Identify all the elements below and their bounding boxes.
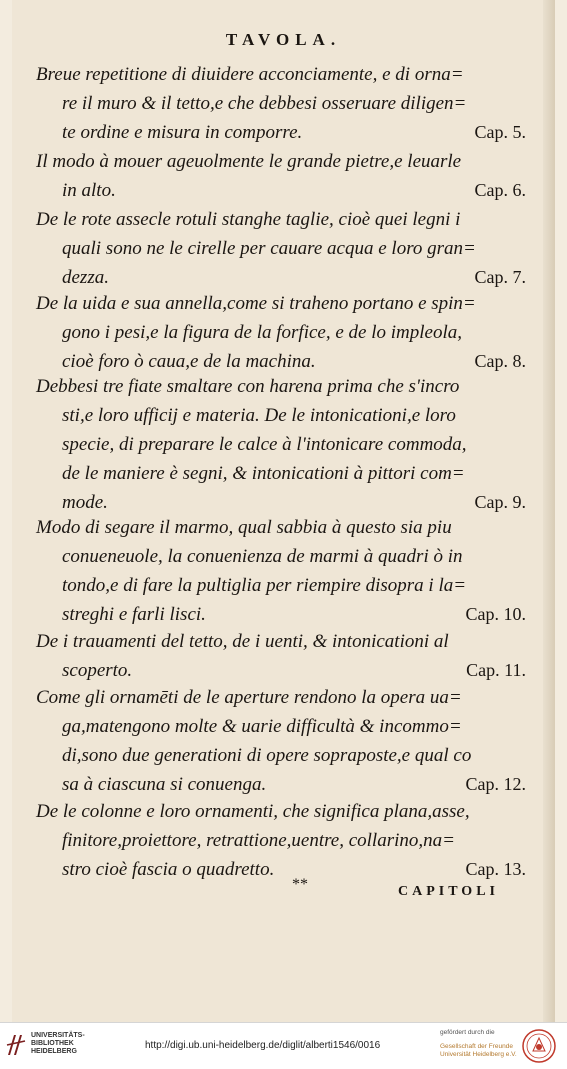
page-header: TAVOLA. xyxy=(225,30,342,49)
entry-line xyxy=(36,176,526,205)
entry-line: specie, di preparare le calce à l'intonicare commoda, xyxy=(62,434,467,455)
entry-line: De i trauamenti del tetto, de i uenti, & intonicationi al xyxy=(36,631,449,652)
chapter-ref: Cap. 9. xyxy=(474,492,526,512)
chapter-ref: Cap. 11. xyxy=(466,660,526,680)
entry-line: di,sono due generationi di opere sopraposte,e qual co xyxy=(62,745,472,766)
entry-line-text: dezza. xyxy=(62,267,109,288)
entry-line-text: in alto. xyxy=(62,180,116,201)
entry-line: tondo,e di fare la pultiglia per riempire disopra i la= xyxy=(62,575,467,596)
entry-line: de le maniere è segni, & intonicationi à pittori com= xyxy=(62,463,465,484)
funder-name-line: Gesellschaft der Freunde xyxy=(440,1043,513,1050)
chapter-ref: Cap. 8. xyxy=(474,351,526,371)
entry-line: Il modo à mouer ageuolmente le grande pietre,e leuarle xyxy=(36,151,462,172)
catchword: CAPITOLI xyxy=(398,884,499,899)
entry-line: gono i pesi,e la figura de la forfice, e de lo impleola, xyxy=(62,322,462,343)
entry-line: De le rote assecle rotuli stanghe taglie, cioè quei legni i xyxy=(36,209,461,230)
chapter-ref: Cap. 7. xyxy=(474,267,526,287)
library-name-line: UNIVERSITÄTS- xyxy=(31,1032,85,1039)
funder-name-line: Universität Heidelberg e.V. xyxy=(440,1051,517,1058)
toc-entry xyxy=(36,797,526,884)
entry-line: conueneuole, la conuenienza de marmi à quadri ò in xyxy=(62,546,463,567)
chapter-ref: Cap. 10. xyxy=(465,604,526,624)
entry-line: quali sono ne le cirelle per cauare acqua e loro gran= xyxy=(62,238,476,259)
library-logo[interactable] xyxy=(6,1031,85,1057)
entry-line-text: cioè foro ò caua,e de la machina. xyxy=(62,351,316,372)
entry-line xyxy=(36,855,526,884)
toc-entry xyxy=(36,289,526,376)
entry-line xyxy=(36,118,526,147)
entry-line: De le colonne e loro ornamenti, che significa plana,asse, xyxy=(36,801,470,822)
library-name xyxy=(31,1032,85,1056)
library-name-line: HEIDELBERG xyxy=(31,1048,77,1055)
entry-line: Come gli ornamēti de le aperture rendono la opera ua= xyxy=(36,687,462,708)
entry-line-text: stro cioè fascia o quadretto. xyxy=(62,859,275,880)
entry-line: De la uida e sua annella,come si traheno portano e spin= xyxy=(36,293,476,314)
entry-line: Debbesi tre fiate smaltare con harena prima che s'incro xyxy=(36,376,460,397)
entry-line-text: streghi e farli lisci. xyxy=(62,604,206,625)
chapter-ref: Cap. 5. xyxy=(474,122,526,142)
entry-line: Breue repetitione di diuidere acconciamente, e di orna= xyxy=(36,64,464,85)
toc-entry xyxy=(36,683,526,799)
entry-line xyxy=(36,770,526,799)
chapter-ref: Cap. 12. xyxy=(465,774,526,794)
funding-note xyxy=(440,1029,517,1059)
funding-label: gefördert durch die xyxy=(440,1029,495,1036)
entry-line-text: te ordine e misura in comporre. xyxy=(62,122,303,143)
entry-line: sti,e loro ufficij e materia. De le intonicationi,e loro xyxy=(62,405,456,426)
toc-entry xyxy=(36,627,526,685)
toc-entry xyxy=(36,205,526,292)
chapter-ref: Cap. 6. xyxy=(474,180,526,200)
toc-entry xyxy=(36,372,526,517)
entry-line xyxy=(36,600,526,629)
entry-line: finitore,proiettore, retrattione,uentre, collarino,na= xyxy=(62,830,455,851)
entry-line-text: sa à ciascuna si conuenga. xyxy=(62,774,267,795)
toc-entry xyxy=(36,513,526,629)
entry-line xyxy=(36,656,526,685)
signature-mark: ** xyxy=(292,876,308,893)
entry-line-text: scoperto. xyxy=(62,660,133,681)
viewer-footer xyxy=(0,1022,567,1069)
entry-line xyxy=(36,263,526,292)
page-edge xyxy=(543,0,555,1022)
library-name-line: BIBLIOTHEK xyxy=(31,1040,74,1047)
entry-line-text: mode. xyxy=(62,492,108,513)
entry-line: ga,matengono molte & uarie difficultà & incommo= xyxy=(62,716,462,737)
toc-entry xyxy=(36,147,526,205)
entry-line: Modo di segare il marmo, qual sabbia à questo sia piu xyxy=(36,517,452,538)
entry-line: re il muro & il tetto,e che debbesi osseruare diligen= xyxy=(62,93,467,114)
toc-entry xyxy=(36,60,526,147)
library-logo-icon xyxy=(6,1031,26,1057)
chapter-ref: Cap. 13. xyxy=(465,859,526,879)
university-seal-icon[interactable] xyxy=(522,1029,556,1063)
page-url-link[interactable]: http://digi.ub.uni-heidelberg.de/diglit/alberti1546/0016 xyxy=(145,1040,381,1051)
